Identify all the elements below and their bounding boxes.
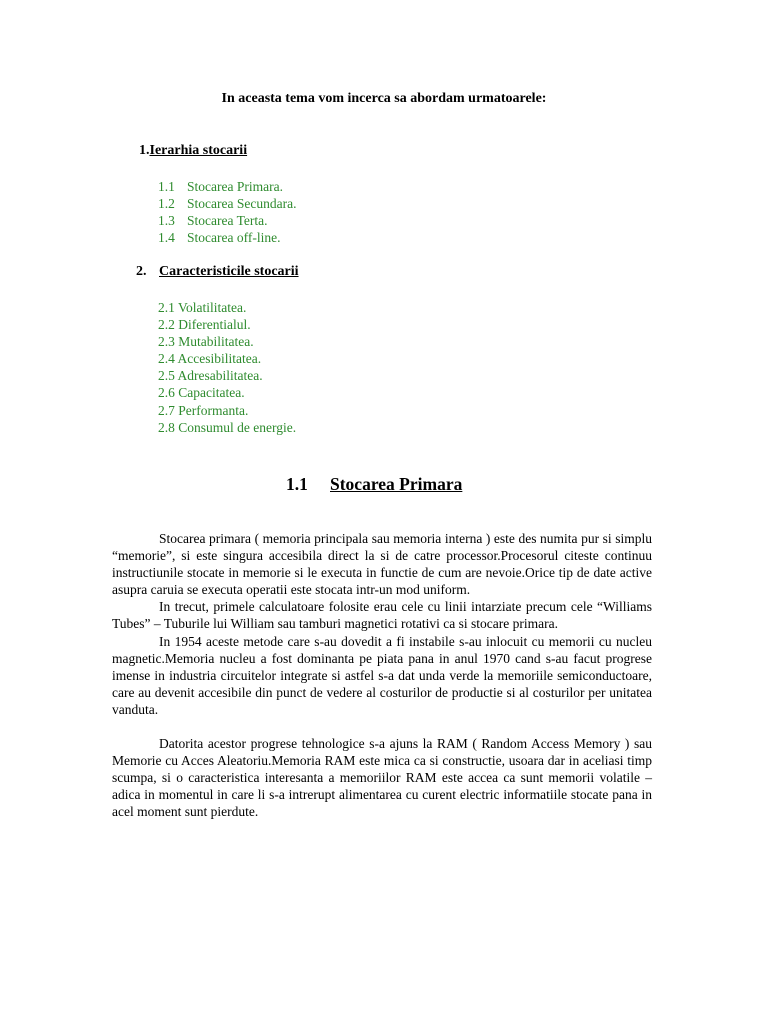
toc-item: 2.1 Volatilitatea. (158, 300, 247, 315)
chapter-heading (286, 474, 462, 495)
toc-item (158, 195, 296, 212)
toc-item (158, 229, 296, 246)
paragraph: Datorita acestor progrese tehnologice s-a ajuns la RAM ( Random Access Memory ) sau Memorie cu Acces Aleatoriu.Memoria RAM este mica ca si constructie, usoara dar in aceliasi timp scumpa, si o caracteristica interesanta a memoriilor RAM este accea ca sunt memorii volatile – adica in momentul in care li s-a intrerupt alimentarea cu curent electric informatiile stocate pana in acel moment sunt pierdute. (112, 736, 652, 820)
toc-item-number: 1.1 (158, 179, 175, 194)
section-number: 1. (139, 143, 150, 158)
section-title: Caracteristicile stocarii (159, 264, 299, 279)
toc-item (158, 212, 296, 229)
section-title: Ierarhia stocarii (149, 143, 248, 158)
toc-item-label: Stocarea Primara. (187, 179, 283, 194)
section-number: 2. (136, 264, 147, 279)
toc-item-label: Stocarea Secundara. (187, 196, 297, 212)
body-text (112, 530, 652, 821)
toc-item-number: 1.2 (158, 196, 175, 212)
toc-list-storage-characteristics (158, 299, 296, 436)
section-heading-storage-characteristics (136, 264, 299, 280)
chapter-number: 1.1 (286, 474, 308, 494)
toc-item: 2.6 Capacitatea. (158, 385, 245, 401)
paragraph: In trecut, primele calculatoare folosite erau cele cu linii intarziate precum cele “Williams Tubes” – Tuburile lui William sau tamburi magnetici rotativi ca si stocare primara. (112, 599, 652, 632)
toc-item: 2.5 Adresabilitatea. (158, 368, 263, 384)
toc-item: 2.8 Consumul de energie. (158, 419, 297, 435)
toc-item-number: 1.3 (158, 213, 175, 229)
toc-item: 2.3 Mutabilitatea. (158, 334, 254, 350)
paragraph: In 1954 aceste metode care s-au dovedit a fi instabile s-au inlocuit cu memorii cu nucleu magnetic.Memoria nucleu a fost dominanta pe piata pana in anul 1970 cand s-au facut progrese imense in industria circuitelor integrate si astfel s-a dat unda verde la memoriile semiconductoare, care au devenit accesibile din punct de vedere al costurilor de productie si al costurilor per unitatea vanduta. (112, 633, 652, 717)
chapter-title: Stocarea Primara (330, 474, 463, 494)
toc-item: 2.7 Performanta. (158, 402, 249, 418)
toc-item (158, 178, 296, 195)
toc-item-number: 1.4 (158, 230, 175, 246)
intro-line: In aceasta tema vom incerca sa abordam urmatoarele: (221, 91, 547, 106)
toc-item: 2.4 Accesibilitatea. (158, 351, 262, 367)
toc-item-label: Stocarea off-line. (187, 230, 281, 246)
toc-item: 2.2 Diferentialul. (158, 317, 251, 333)
section-heading-storage-hierarchy (139, 143, 247, 159)
toc-item-label: Stocarea Terta. (187, 213, 268, 229)
paragraph: Stocarea primara ( memoria principala sau memoria interna ) este des numita pur si simplu “memorie”, si este singura accesibila direct la si de catre processor.Procesorul citeste continuu instructiunile stocate in memorie si le executa in functie de cum are nevoie.Orice tip de date active asupra caruia se executa operatii este stocata intr-un mod uniform. (112, 531, 652, 598)
toc-list-storage-hierarchy (158, 178, 296, 246)
